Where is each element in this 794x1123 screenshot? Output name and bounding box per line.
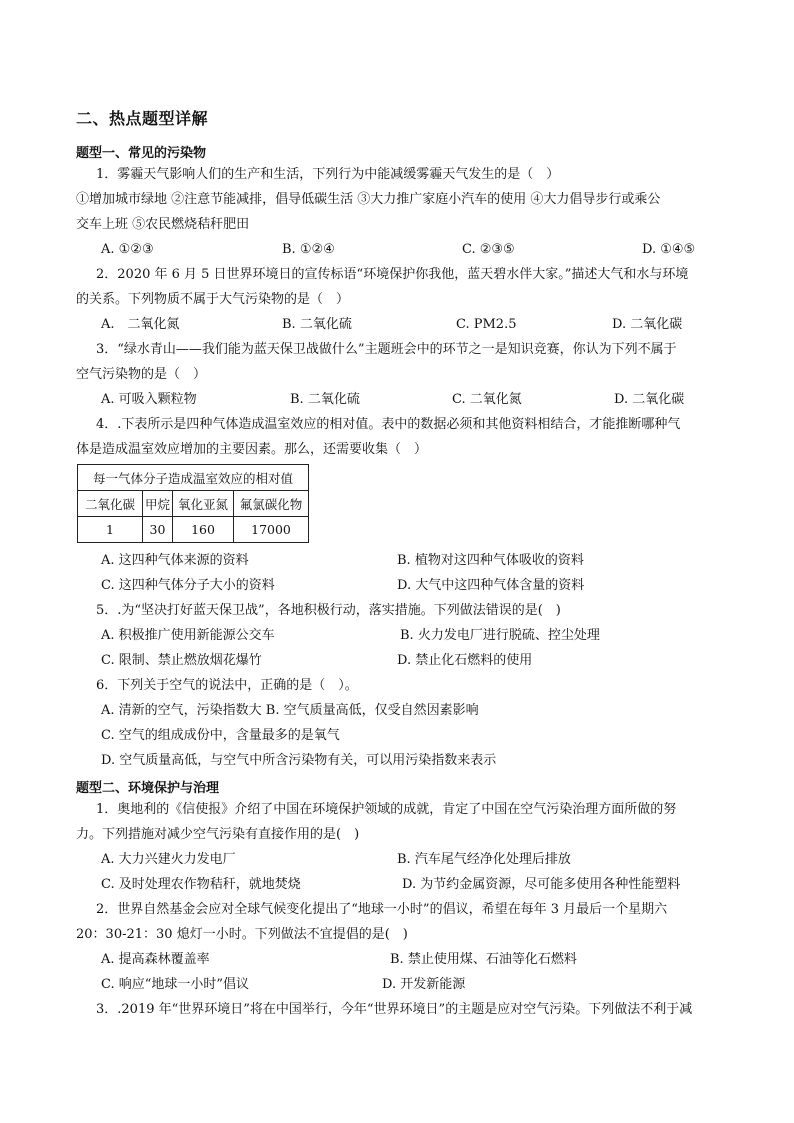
q4-option-d: D. 大气中这四种气体含量的资料 bbox=[397, 578, 585, 593]
q1-option-c: C. ②③⑤ bbox=[462, 242, 515, 257]
q6-option-c: C. 空气的组成成份中，含量最多的是氧气 bbox=[101, 728, 340, 743]
q3-option-c: C. 二氧化氮 bbox=[452, 392, 522, 407]
table-caption: 每一气体分子造成温室效应的相对值 bbox=[78, 465, 309, 491]
type2-title: 题型二、环境保护与治理 bbox=[76, 781, 220, 796]
q1-stem-line3: 交车上班 ⑤农民燃烧秸秆肥田 bbox=[76, 217, 250, 232]
q2-stem-line2: 的关系。下列物质不属于大气污染物的是（ ） bbox=[76, 292, 350, 307]
q2-option-d: D. 二氧化碳 bbox=[612, 317, 683, 332]
q1-option-d: D. ①④⑤ bbox=[642, 242, 696, 257]
table-header-cell: 氧化亚氮 bbox=[173, 491, 234, 517]
q3-stem-line2: 空气污染物的是（ ） bbox=[76, 367, 207, 382]
q2-option-a: A. 二氧化氮 bbox=[101, 317, 180, 332]
section-heading: 二、热点题型详解 bbox=[76, 109, 209, 128]
table-header-cell: 二氧化碳 bbox=[78, 491, 143, 517]
q3-option-d: D. 二氧化碳 bbox=[614, 392, 685, 407]
q1-stem: 1．雾霾天气影响人们的生产和生活，下列行为中能减缓雾霾天气发生的是（ ） bbox=[96, 167, 560, 182]
q4-stem-line2: 体是造成温室效应增加的主要因素。那么，还需要收集（ ） bbox=[76, 442, 428, 457]
table-cell: 1 bbox=[78, 517, 143, 543]
q2-option-c: C. PM2.5 bbox=[456, 317, 517, 332]
q5-option-d: D. 禁止化石燃料的使用 bbox=[397, 653, 533, 668]
t2-q1-stem: 1．奥地利的《信使报》介绍了中国在环境保护领域的成就，肯定了中国在空气污染治理方面所做的努 bbox=[96, 802, 677, 817]
table-cell: 160 bbox=[173, 517, 234, 543]
t2-q2-option-b: B. 禁止使用煤、石油等化石燃料 bbox=[390, 952, 577, 967]
table-caption-row bbox=[78, 465, 309, 491]
table-header-row bbox=[78, 491, 309, 517]
t2-q1-option-d: D. 为节约金属资源，尽可能多使用各种性能塑料 bbox=[402, 877, 681, 892]
q6-option-d: D. 空气质量高低，与空气中所含污染物有关，可以用污染指数来表示 bbox=[101, 753, 497, 768]
table-header-cell: 氟氯碳化物 bbox=[234, 491, 309, 517]
t2-q2-option-a: A. 提高森林覆盖率 bbox=[101, 952, 210, 967]
type1-title: 题型一、常见的污染物 bbox=[76, 146, 207, 161]
q4-option-c: C. 这四种气体分子大小的资料 bbox=[101, 578, 275, 593]
q5-option-a: A. 积极推广使用新能源公交车 bbox=[101, 628, 275, 643]
q4-stem: 4．.下表所示是四种气体造成温室效应的相对值。表中的数据必须和其他资料相结合，才能推断哪种气 bbox=[96, 417, 681, 432]
table-cell: 17000 bbox=[234, 517, 309, 543]
q6-option-ab: A. 清新的空气，污染指数大 B. 空气质量高低，仅受自然因素影响 bbox=[101, 703, 479, 718]
t2-q3-stem: 3．.2019 年“世界环境日”将在中国举行，今年“世界环境日”的主题是应对空气污染。下列做法不利于减 bbox=[96, 1002, 693, 1017]
t2-q2-option-d: D. 开发新能源 bbox=[382, 977, 466, 992]
t2-q1-option-b: B. 汽车尾气经净化处理后排放 bbox=[397, 852, 571, 867]
table-header-cell: 甲烷 bbox=[143, 491, 173, 517]
q1-stem-line2: ①增加城市绿地 ②注意节能减排，倡导低碳生活 ③大力推广家庭小汽车的使用 ④大力倡导步行或乘公 bbox=[76, 192, 661, 207]
q5-option-b: B. 火力发电厂进行脱硫、控尘处理 bbox=[400, 628, 600, 643]
q4-option-b: B. 植物对这四种气体吸收的资料 bbox=[397, 553, 584, 568]
q5-option-c: C. 限制、禁止燃放烟花爆竹 bbox=[101, 653, 262, 668]
q2-option-b: B. 二氧化硫 bbox=[282, 317, 352, 332]
greenhouse-table bbox=[77, 464, 309, 543]
q1-option-b: B. ①②④ bbox=[282, 242, 335, 257]
q3-option-b: B. 二氧化硫 bbox=[290, 392, 360, 407]
q1-option-a: A. ①②③ bbox=[101, 242, 154, 257]
t2-q2-option-c: C. 响应“地球一小时”倡议 bbox=[101, 977, 250, 992]
q3-option-a: A. 可吸入颗粒物 bbox=[101, 392, 197, 407]
t2-q1-option-c: C. 及时处理农作物秸秆，就地焚烧 bbox=[101, 877, 301, 892]
q3-stem: 3．“绿水青山——我们能为蓝天保卫战做什么”主题班会中的环节之一是知识竞赛，你认为下列不属于 bbox=[96, 342, 677, 357]
q5-stem: 5．.为“坚决打好蓝天保卫战”，各地积极行动，落实措施。下列做法错误的是( ) bbox=[96, 603, 561, 618]
t2-q1-option-a: A. 大力兴建火力发电厂 bbox=[101, 852, 236, 867]
q4-option-a: A. 这四种气体来源的资料 bbox=[101, 553, 249, 568]
t2-q2-stem-line2: 20：30-21：30 熄灯一小时。下列做法不宜提倡的是( ) bbox=[76, 927, 408, 942]
t2-q2-stem: 2．世界自然基金会应对全球气候变化提出了“地球一小时”的倡议，希望在每年 3 月最后一个星期六 bbox=[96, 902, 668, 917]
t2-q1-stem-line2: 力。下列措施对减少空气污染有直接作用的是( ) bbox=[76, 827, 360, 842]
table-row bbox=[78, 517, 309, 543]
q2-stem: 2．2020 年 6 月 5 日世界环境日的宣传标语“环境保护你我他，蓝天碧水伴大家。”描述大气和水与环境 bbox=[96, 267, 689, 282]
table-cell: 30 bbox=[143, 517, 173, 543]
q6-stem: 6．下列关于空气的说法中，正确的是（ ）。 bbox=[96, 678, 358, 693]
